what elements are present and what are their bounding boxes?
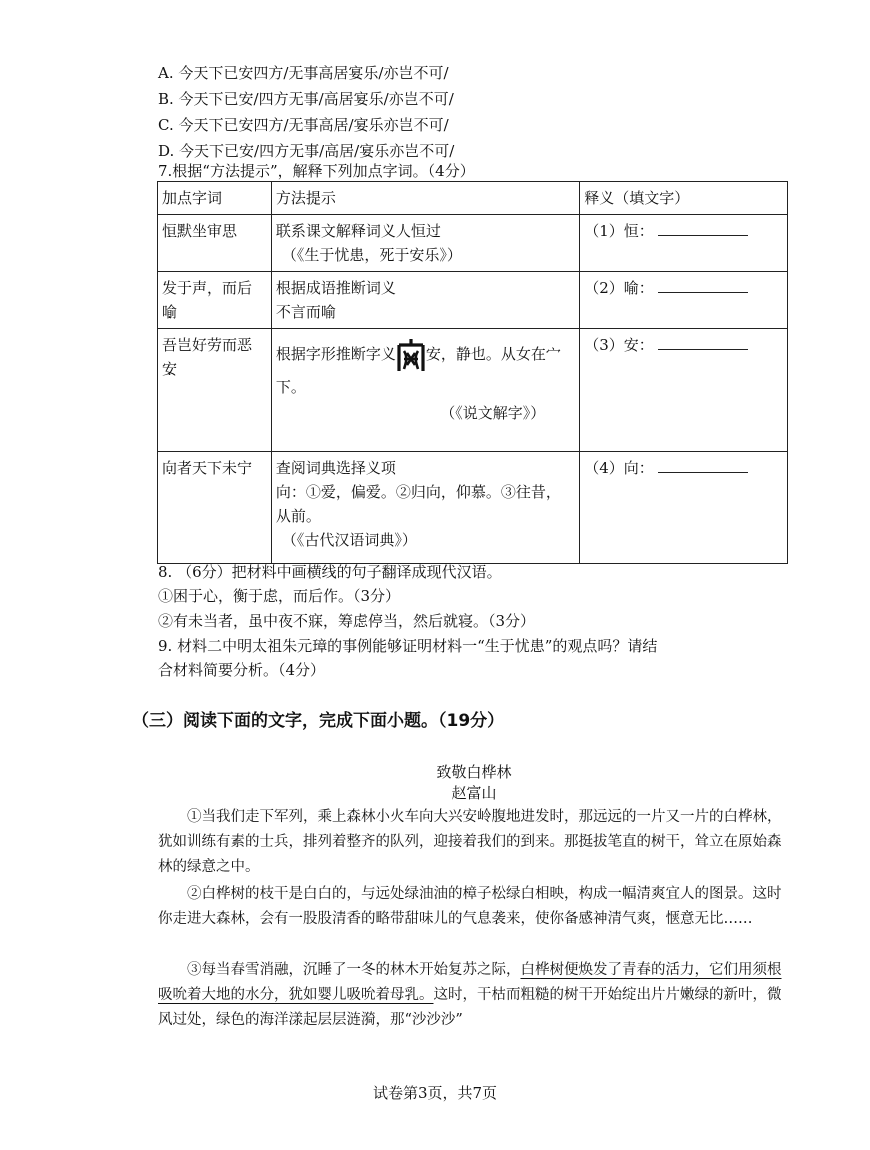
- q6-option-b: B. 今天下已安/四方无事/高居宴乐/亦岂不可/: [158, 90, 454, 108]
- dotted-char: 安: [162, 360, 178, 378]
- q8-item-2: ②有未当者，虽中夜不寐，筹虑停当，然后就寝。（3分）: [158, 612, 536, 630]
- page-footer: 试卷第3页，共7页: [372, 1084, 498, 1102]
- article-paragraph-3: ③每当春雪消融，沉睡了一冬的林木开始复苏之际，白桦树便焕发了青春的活力，它们用须根吸吮着大地的水分，犹如婴儿吸吮着母乳。这时，干枯而粗糙的树干开始绽出片片嫩绿的新叶，微风过处，绿色的海洋漾起层层涟漪，那“沙沙沙”: [158, 962, 782, 1028]
- q7-word: 恒默坐审思: [162, 222, 238, 240]
- dotted-char: 向: [162, 459, 178, 477]
- answer-blank[interactable]: [658, 278, 748, 293]
- article-author: 赵富山: [451, 784, 497, 802]
- q7-method: 联系课文解释词义人恒过 （《生于忧患，死于安乐》）: [275, 222, 462, 264]
- article-title: 致敬白桦林: [436, 763, 512, 781]
- q7-word: 吾岂好劳而恶安: [162, 336, 253, 378]
- q7-header-method: 方法提示: [275, 189, 336, 207]
- q7-header-row: [158, 182, 788, 215]
- answer-blank[interactable]: [658, 458, 748, 473]
- q7-word: 发于声，而后喻: [162, 279, 253, 321]
- q7-header-word: 加点字词: [162, 189, 223, 207]
- q7-word: 向者天下未宁: [162, 459, 253, 477]
- q7-row: [158, 272, 788, 329]
- seal-character-icon: [396, 337, 426, 373]
- q9-line-1: 9. 材料二中明太祖朱元璋的事例能够证明材料一“生于忧患”的观点吗？请结: [158, 637, 658, 655]
- q7-table: [157, 181, 788, 564]
- q7-method: 根据成语推断词义 不言而喻: [275, 279, 396, 321]
- article-paragraph-1: ①当我们走下军列，乘上森林小火车向大兴安岭腹地进发时，那远远的一片又一片的白桦林，犹如训练有素的士兵，排列着整齐的队列，迎接着我们的到来。那挺拔笔直的树干，耸立在原始森林的绿意之中。: [158, 809, 782, 875]
- dotted-char: 喻: [162, 303, 178, 321]
- q7-answer: （1）恒：: [580, 215, 787, 247]
- answer-blank[interactable]: [658, 335, 748, 350]
- q6-option-c: C. 今天下已安四方/无事高居/宴乐亦岂不可/: [158, 116, 449, 134]
- q7-answer: （4）向：: [580, 452, 787, 484]
- q7-answer: （2）喻：: [580, 272, 787, 304]
- q7-prompt: 7.根据“方法提示”，解释下列加点字词。（4分）: [158, 162, 475, 180]
- q7-row: [158, 329, 788, 452]
- q7-row: [158, 215, 788, 272]
- answer-blank[interactable]: [658, 221, 748, 236]
- q7-header-answer: 释义（填文字）: [584, 189, 690, 207]
- underlined-sentence: 白桦树便焕发了青春的活力，它们用须根吸吮着大地的水分，犹如婴儿吸吮着母乳。: [158, 962, 782, 1003]
- q8-title: 8. （6分）把材料中画横线的句子翻译成现代汉语。: [158, 563, 502, 581]
- q7-method: 根据字形推断字义 安，静也。从女在宀下。 （《说文解字》）: [272, 329, 579, 429]
- q7-answer: （3）安：: [580, 329, 787, 361]
- q6-option-d: D. 今天下已安/四方无事/高居/宴乐亦岂不可/: [158, 142, 455, 160]
- article-paragraph-2: ②白桦树的枝干是白白的，与远处绿油油的樟子松绿白相映，构成一幅清爽宜人的图景。这时你走进大森林，会有一股股清香的略带甜味儿的气息袭来，使你备感神清气爽，惬意无比……: [158, 886, 782, 927]
- dotted-char: 恒: [162, 222, 178, 240]
- q9-line-2: 合材料简要分析。（4分）: [158, 661, 326, 679]
- q7-method: 查阅词典选择义项 向：①爱，偏爱。②归向，仰慕。③往昔，从前。 （《古代汉语词典》）: [275, 459, 561, 549]
- section-heading: （三）阅读下面的文字，完成下面小题。（19分）: [132, 711, 505, 731]
- q8-item-1: ①困于心，衡于虑，而后作。（3分）: [158, 587, 401, 605]
- q6-option-a: A. 今天下已安四方/无事高居宴乐/亦岂不可/: [158, 64, 449, 82]
- q7-row: [158, 452, 788, 564]
